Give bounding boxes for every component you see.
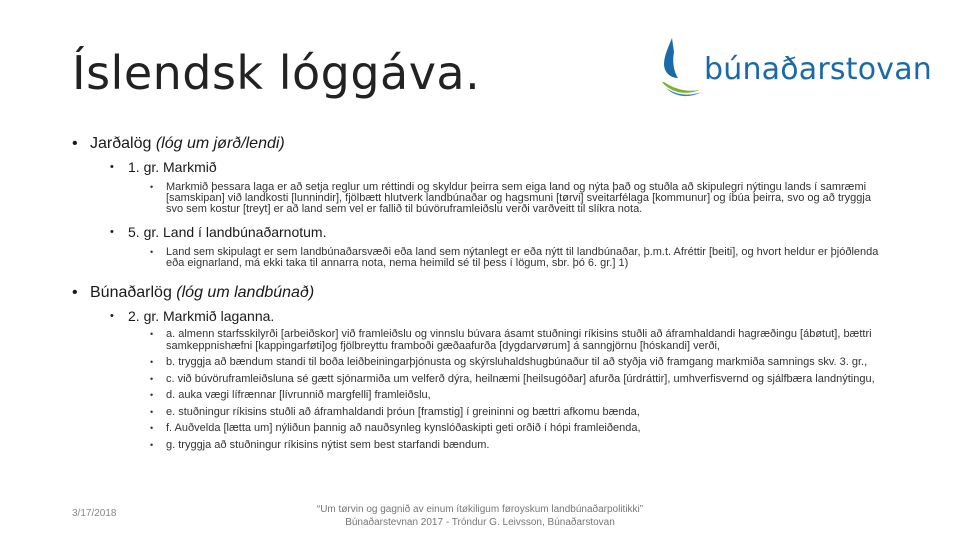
sub-bullet-2-gr: • 2. gr. Markmið laganna. [108,307,890,325]
bullet-jardalog [70,134,890,154]
list-item: • f. Auðvelda [lætta um] nýliðun þannig að nauðsynleg kynslóðaskipti geti orðið í hópi framleiðenda, [146,423,890,435]
slide-title: Íslendsk lóggáva. [72,46,481,100]
footer-date: 3/17/2018 [72,508,117,519]
logo-wordmark: búnaðarstovan [704,52,933,87]
list-item: • a. almenn starfsskilyrði [arbeiðskor] við framleiðslu og vinnslu búvara ásamt stuðningi ríkisins stuðli að áframhaldandi hagræðingu [ábøtut], bættri samkeppnishæfni [kappingarføti]og fjölbreyttu framboði gæðaafurða [dygdarvørum] á sanngjörnu [hóskandi] verði, [146,329,890,352]
list-item: • c. við búvöruframleiðsluna sé gætt sjónarmiða um velferð dýra, heilnæmi [heilsugóðar] afurða [úrdráttir], umhverfisvernd og sjálfbæra landnýtingu, [146,374,890,386]
list-item: • d. auka vægi lífrænnar [lívrunnið margfelli] framleiðslu, [146,390,890,402]
footer-line-2: Búnaðarstevnan 2017 - Tróndur G. Leivsson, Búnaðarstovan [345,517,615,528]
markmid-list [146,329,890,451]
footer-line-1: “Um tørvin og gagnið av einum ítøkiligum føroyskum landbúnaðarpolitikki” [316,504,644,515]
footer-caption [0,503,960,529]
bullet-bunadarlog [70,283,890,303]
bunadarstovan-logo [660,38,933,100]
heading-jardalog-italic: (lóg um jørð/lendi) [155,135,285,152]
heading-bunadarlog: Búnaðarlög [90,284,172,301]
sub-bullet-5-gr: • 5. gr. Land í landbúnaðarnotum. [108,223,890,241]
slide-content [70,134,890,456]
list-item: • g. tryggja að stuðningur ríkisins nýtist sem best starfandi bændum. [146,440,890,452]
list-item: • e. stuðningur ríkisins stuðli að áframhaldandi þróun [framstig] í greininni og bættri afkomu bænda, [146,407,890,419]
paragraph-5-gr: • Land sem skipulagt er sem landbúnaðarsvæði eða land sem nýtanlegt er eða nýtt til landbúnaðar, þ.m.t. Afréttir [beiti], og hvort heldur er þjóðlenda eða eignarland, má ekki taka til annarra nota, nema heimild sé til þess í lögum, sbr. þó 6. gr.] 1) [146,247,890,269]
droplet-leaf-icon [660,38,704,100]
list-item: • b. tryggja að bændum standi til boða leiðbeiningarþjónusta og skýrsluhaldshugbúnaður til að styðja við framgang markmiða samnings skv. 3. gr., [146,357,890,369]
heading-bunadarlog-italic: (lóg um landbúnað) [176,284,315,301]
sub-bullet-1-gr: • 1. gr. Markmið [108,158,890,176]
heading-jardalog: Jarðalög [90,135,152,152]
paragraph-1-gr: • Markmið þessara laga er að setja reglur um réttindi og skyldur þeirra sem eiga land og nýta það og stuðla að skipulegri nýtingu lands í samræmi [samskipan] við landkosti [lunnindir], fjölbætt hlutverk landbúnaðar og hagsmuni [tørvi] sveitarfélaga [kommunur] og íbúa þeirra, svo og að tryggja svo sem kostur [treyt] er að land sem vel er fallið til búvöruframleiðslu verði varðveitt til slíkra nota. [146,182,890,215]
